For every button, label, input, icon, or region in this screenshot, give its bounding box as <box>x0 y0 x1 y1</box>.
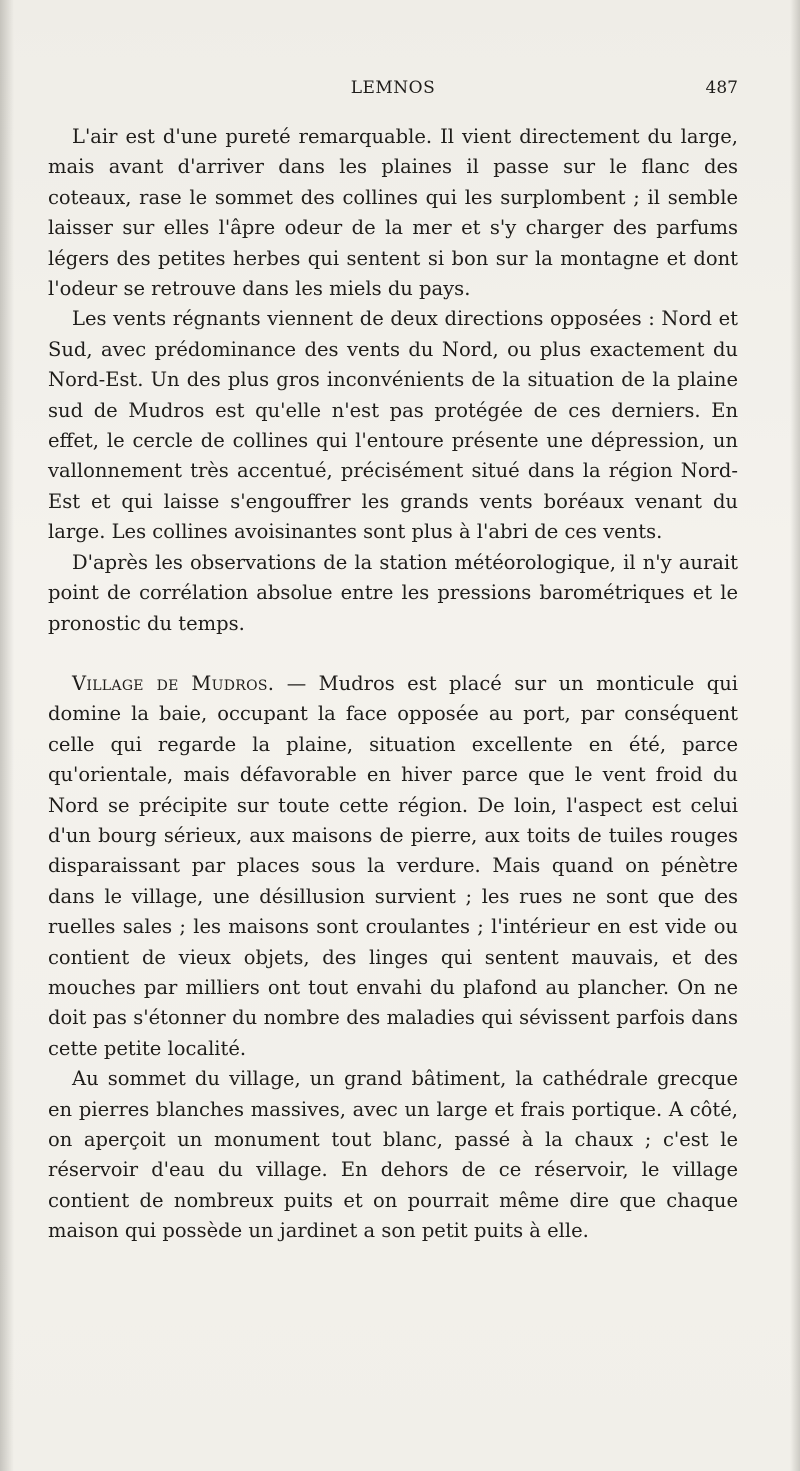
paragraph-prevailing-winds: Les vents régnants viennent de deux directions opposées : Nord et Sud, avec prédominance des vents du Nord, ou plus exactement du Nord-Est. Un des plus gros inconvénients de la situation de la plaine sud de Mudros est qu'elle n'est pas protégée de ces derniers. En effet, le cercle de collines qui l'entoure présente une dépression, un vallonnement très accentué, précisément situé dans la région Nord-Est et qui laisse s'engouffrer les grands vents boréaux venant du large. Les collines avoisinantes sont plus à l'abri de ces vents. <box>48 307 738 544</box>
paragraph-village-summit: Au sommet du village, un grand bâtiment, la cathédrale grecque en pierres blanches massives, avec un large et frais portique. A côté, on aperçoit un monument tout blanc, passé à la chaux ; c'est le réservoir d'eau du village. En dehors de ce réservoir, le village contient de nombreux puits et on pourrait même dire que chaque maison qui possède un jardinet a son petit puits à elle. <box>48 1067 738 1243</box>
page-left-edge-shadow <box>0 0 14 1471</box>
paragraph-meteorological-station: D'après les observations de la station météorologique, il n'y aurait point de corrélation absolue entre les pressions barométriques et le pronostic du temps. <box>48 550 738 635</box>
running-head <box>48 74 738 104</box>
page-right-edge-shadow <box>790 0 800 1471</box>
section-heading-village-de-mudros: Village de Mudros. <box>72 671 275 695</box>
page-number: 487 <box>705 78 738 98</box>
body-text <box>48 122 738 1247</box>
paragraph-air-quality: L'air est d'une pureté remarquable. Il vient directement du large, mais avant d'arriver dans les plaines il passe sur le flanc des coteaux, rase le sommet des collines qui les surplombent ; il semble laisser sur elles l'âpre odeur de la mer et s'y charger des parfums légers des petites herbes qui sentent si bon sur la montagne et dont l'odeur se retrouve dans les miels du pays. <box>48 125 738 301</box>
paragraph-village-body: — Mudros est placé sur un monticule qui domine la baie, occupant la face opposée au port, par conséquent celle qui regarde la plaine, situation excellente en été, parce qu'orientale, mais défavorable en hiver parce que le vent froid du Nord se précipite sur toute cette région. De loin, l'aspect est celui d'un bourg sérieux, aux maisons de pierre, aux toits de tuiles rouges disparaissant par places sous la verdure. Mais quand on pénètre dans le village, une désillusion survient ; les rues ne sont que des ruelles sales ; les maisons sont croulantes ; l'intérieur en est vide ou contient de vieux objets, des linges qui sentent mauvais, et des mouches par milliers ont tout envahi du plafond au plancher. On ne doit pas s'étonner du nombre des maladies qui sévissent parfois dans cette petite localité. <box>48 671 738 1060</box>
running-title: LEMNOS <box>350 78 436 98</box>
paragraph-village-de-mudros <box>48 669 738 1064</box>
